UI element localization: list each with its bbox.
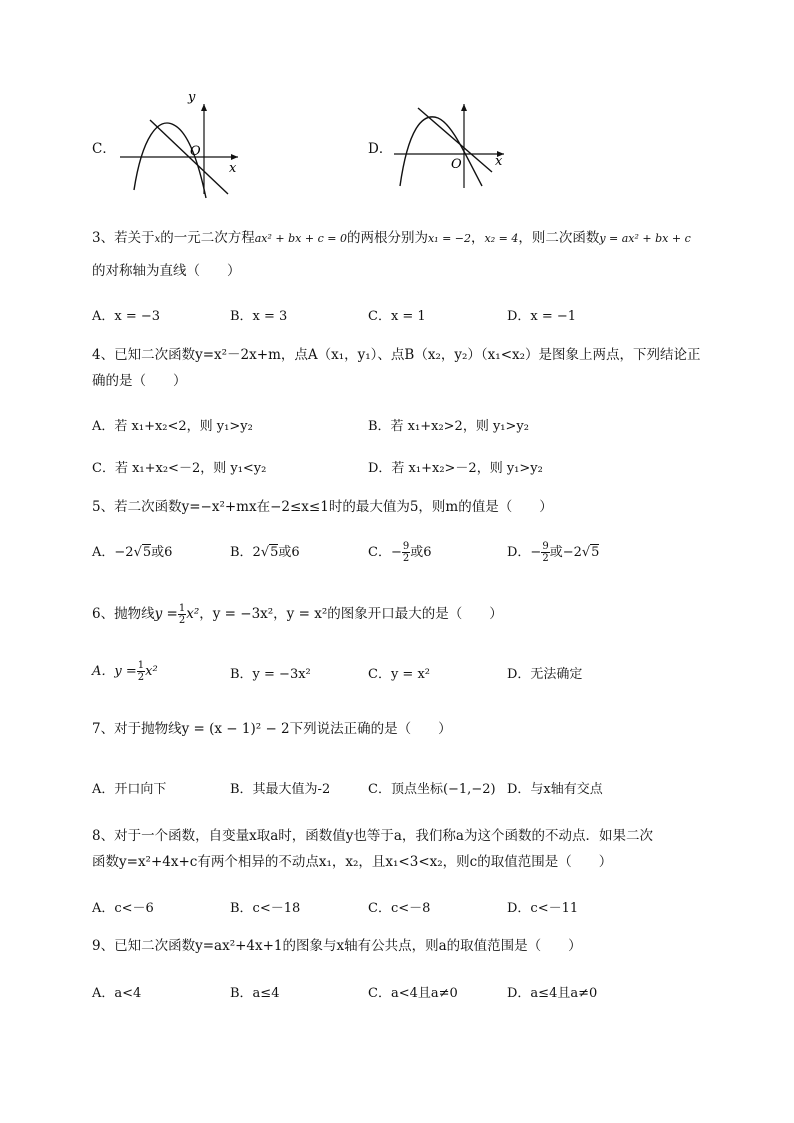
q3-option-b: B．x = 3 xyxy=(230,309,288,324)
q8-option-c: C．c<－8 xyxy=(368,901,431,916)
q6-option-d: D．无法确定 xyxy=(507,667,583,682)
q5-option-c: C．− $\frac{9}{2}$ 或6 xyxy=(368,541,432,564)
q7-option-b: B．其最大值为-2 xyxy=(230,782,331,797)
option-c-label: C． xyxy=(92,141,116,157)
q8-option-d: D．c<－11 xyxy=(507,901,579,916)
q5-option-b: B．2√5或6 xyxy=(230,545,300,560)
graph-c-origin-label: O xyxy=(190,144,201,159)
q4-line2: 确的是（ ） xyxy=(92,373,187,389)
q4-line1: 4、已知二次函数y=x²－2x+m，点A（x₁，y₁）、点B（x₂，y₂）（x₁<x₂）是图象上两点，下列结论正 xyxy=(92,347,701,363)
q3-line1: 3、若关于x的一元二次方程ax² + bx + c = 0的两根分别为x₁ = −2，x₂ = 4，则二次函数y = ax² + bx + c xyxy=(92,230,691,246)
option-d-label: D． xyxy=(368,141,393,157)
q3-option-a: A．x = −3 xyxy=(92,309,161,324)
q9-option-d: D．a≤4且a≠0 xyxy=(507,986,598,1001)
q3-option-d: D．x = −1 xyxy=(507,309,577,324)
q6-option-b: B．y = −3x² xyxy=(230,667,311,682)
q8-line2: 函数y=x²+4x+c有两个相异的不动点x₁，x₂，且x₁<3<x₂，则c的取值范围是（ ） xyxy=(92,854,613,870)
q7-option-c: C．顶点坐标(−1,−2) xyxy=(368,782,496,797)
q9-option-b: B．a≤4 xyxy=(230,986,280,1001)
graph-d xyxy=(392,100,522,190)
q3-line2: 的对称轴为直线（ ） xyxy=(92,263,241,279)
q9-option-c: C．a<4且a≠0 xyxy=(368,986,458,1001)
q8-option-b: B．c<－18 xyxy=(230,901,301,916)
q6-line1: 6、抛物线y = $\frac{1}{2}$ x²，y = −3x²，y = x²的图象开口最大的是（ ） xyxy=(92,603,503,626)
graph-c-x-label: x xyxy=(229,161,237,176)
graph-d-x-label: x xyxy=(495,154,503,169)
q4-option-c: C．若 x₁+x₂<－2，则 y₁<y₂ xyxy=(92,461,267,476)
q9-option-a: A．a<4 xyxy=(92,986,142,1001)
q7-option-d: D．与x轴有交点 xyxy=(507,782,603,797)
q5-option-a: A．−2√5或6 xyxy=(92,545,173,560)
graph-c-y-label: y xyxy=(188,90,196,105)
q5-line1: 5、若二次函数y=−x²+mx在−2≤x≤1时的最大值为5，则m的值是（ ） xyxy=(92,499,553,515)
q7-option-a: A．开口向下 xyxy=(92,782,167,797)
q6-option-a: A．y = $\frac{1}{2}$ x² xyxy=(92,660,158,683)
q5-option-d: D．− $\frac{9}{2}$ 或−2√5 xyxy=(507,541,600,564)
q3-option-c: C．x = 1 xyxy=(368,309,426,324)
q6-option-c: C．y = x² xyxy=(368,667,430,682)
graph-c xyxy=(118,90,248,198)
q4-option-b: B．若 x₁+x₂>2，则 y₁>y₂ xyxy=(368,419,529,434)
q4-option-a: A．若 x₁+x₂<2，则 y₁>y₂ xyxy=(92,419,253,434)
q4-option-d: D．若 x₁+x₂>－2，则 y₁>y₂ xyxy=(368,461,543,476)
q9-line1: 9、已知二次函数y=ax²+4x+1的图象与x轴有公共点，则a的取值范围是（ ） xyxy=(92,938,582,954)
q8-option-a: A．c<－6 xyxy=(92,901,154,916)
q8-line1: 8、对于一个函数，自变量x取a时，函数值y也等于a，我们称a为这个函数的不动点．如果二次 xyxy=(92,828,653,844)
q7-line1: 7、对于抛物线y = (x − 1)² − 2下列说法正确的是（ ） xyxy=(92,721,452,737)
graph-d-origin-label: O xyxy=(451,157,462,172)
